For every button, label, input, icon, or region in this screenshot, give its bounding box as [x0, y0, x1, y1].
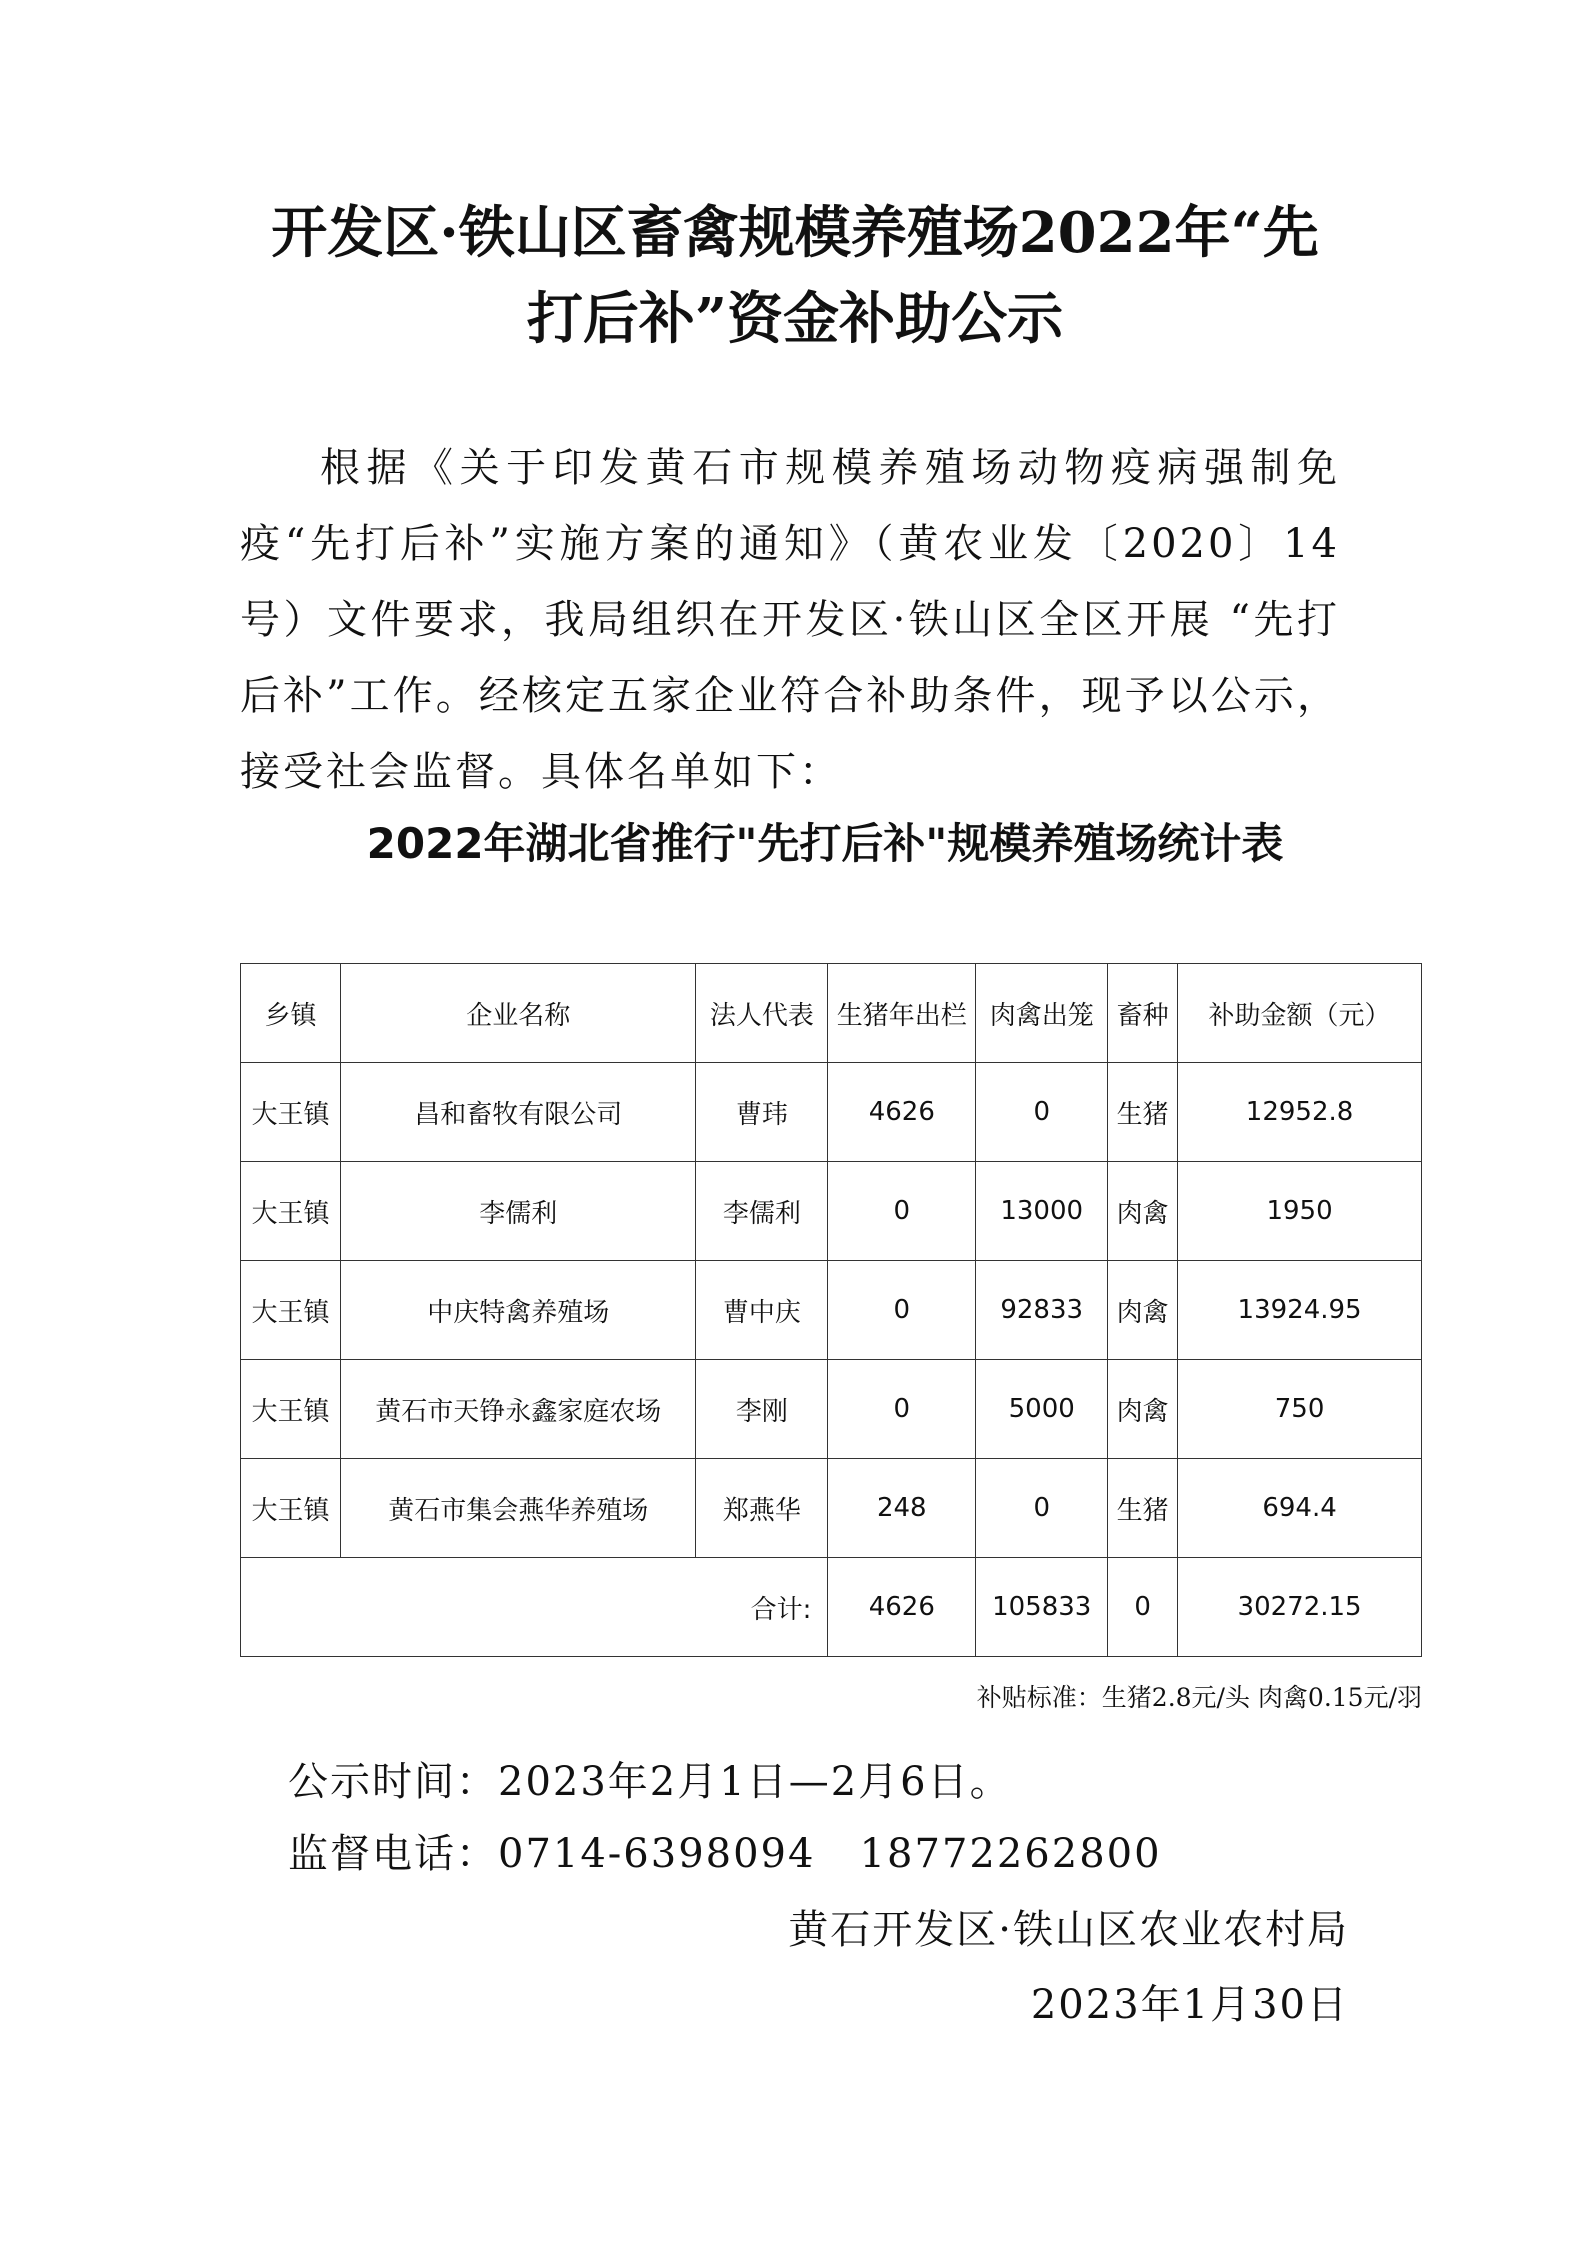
cell-subsidy-amount: 12952.8 [1178, 1063, 1422, 1162]
total-livestock-kind: 0 [1108, 1558, 1178, 1657]
header-company-name: 企业名称 [340, 964, 696, 1063]
cell-company-name: 黄石市天铮永鑫家庭农场 [340, 1360, 696, 1459]
issue-date: 2023年1月30日 [1030, 1982, 1349, 2028]
table-row [241, 1162, 1422, 1261]
total-subsidy-amount: 30272.15 [1178, 1558, 1422, 1657]
total-pig-output: 4626 [828, 1558, 976, 1657]
cell-company-name: 昌和畜牧有限公司 [340, 1063, 696, 1162]
cell-town: 大王镇 [241, 1162, 341, 1261]
cell-town: 大王镇 [241, 1360, 341, 1459]
table-title: 2022年湖北省推行"先打后补"规模养殖场统计表 [366, 819, 1284, 868]
header-livestock-kind: 畜种 [1108, 964, 1178, 1063]
cell-town: 大王镇 [241, 1261, 341, 1360]
cell-legal-rep: 李儒利 [696, 1162, 828, 1261]
cell-company-name: 黄石市集会燕华养殖场 [340, 1459, 696, 1558]
cell-livestock-kind: 肉禽 [1108, 1360, 1178, 1459]
cell-company-name: 李儒利 [340, 1162, 696, 1261]
cell-legal-rep: 曹玮 [696, 1063, 828, 1162]
publication-time: 公示时间：2023年2月1日—2月6日。 [288, 1759, 1012, 1805]
cell-subsidy-amount: 13924.95 [1178, 1261, 1422, 1360]
table-row [241, 1063, 1422, 1162]
cell-fowl-output: 13000 [976, 1162, 1108, 1261]
cell-livestock-kind: 生猪 [1108, 1063, 1178, 1162]
body-paragraph: 根据《关于印发黄石市规模养殖场动物疫病强制免疫“先打后补”实施方案的通知》（黄农业发〔2020〕14号）文件要求，我局组织在开发区·铁山区全区开展 “先打后补”工作。经核定五家企业符合补助条件，现予以公示，接受社会监督。具体名单如下： [240, 445, 1340, 795]
cell-fowl-output: 0 [976, 1459, 1108, 1558]
cell-company-name: 中庆特禽养殖场 [340, 1261, 696, 1360]
document-title [240, 190, 1350, 362]
cell-legal-rep: 郑燕华 [696, 1459, 828, 1558]
cell-livestock-kind: 生猪 [1108, 1459, 1178, 1558]
cell-subsidy-amount: 750 [1178, 1360, 1422, 1459]
cell-subsidy-amount: 1950 [1178, 1162, 1422, 1261]
header-legal-rep: 法人代表 [696, 964, 828, 1063]
table-row [241, 1459, 1422, 1558]
table-row [241, 1261, 1422, 1360]
title-line-1: 开发区·铁山区畜禽规模养殖场2022年“先 [271, 200, 1319, 266]
table-total-row [241, 1558, 1422, 1657]
header-fowl-output: 肉禽出笼 [976, 964, 1108, 1063]
cell-town: 大王镇 [241, 1063, 341, 1162]
cell-legal-rep: 曹中庆 [696, 1261, 828, 1360]
cell-pig-output: 0 [828, 1162, 976, 1261]
total-fowl-output: 105833 [976, 1558, 1108, 1657]
supervision-phone: 监督电话：0714-6398094 18772262800 [288, 1831, 1162, 1877]
cell-fowl-output: 5000 [976, 1360, 1108, 1459]
header-subsidy-amount: 补助金额（元） [1178, 964, 1422, 1063]
header-pig-output: 生猪年出栏 [828, 964, 976, 1063]
table-row [241, 1360, 1422, 1459]
cell-legal-rep: 李刚 [696, 1360, 828, 1459]
cell-pig-output: 4626 [828, 1063, 976, 1162]
total-label: 合计: [241, 1558, 828, 1657]
cell-livestock-kind: 肉禽 [1108, 1162, 1178, 1261]
subsidy-standard-note: 补贴标准：生猪2.8元/头 肉禽0.15元/羽 [976, 1683, 1422, 1712]
table-header-row [241, 964, 1422, 1063]
cell-fowl-output: 92833 [976, 1261, 1108, 1360]
issuing-agency: 黄石开发区·铁山区农业农村局 [788, 1907, 1349, 1953]
subsidy-table [240, 963, 1422, 1657]
title-line-2: 打后补”资金补助公示 [526, 286, 1064, 352]
cell-fowl-output: 0 [976, 1063, 1108, 1162]
cell-pig-output: 0 [828, 1261, 976, 1360]
cell-pig-output: 248 [828, 1459, 976, 1558]
cell-pig-output: 0 [828, 1360, 976, 1459]
header-town: 乡镇 [241, 964, 341, 1063]
cell-town: 大王镇 [241, 1459, 341, 1558]
cell-subsidy-amount: 694.4 [1178, 1459, 1422, 1558]
cell-livestock-kind: 肉禽 [1108, 1261, 1178, 1360]
